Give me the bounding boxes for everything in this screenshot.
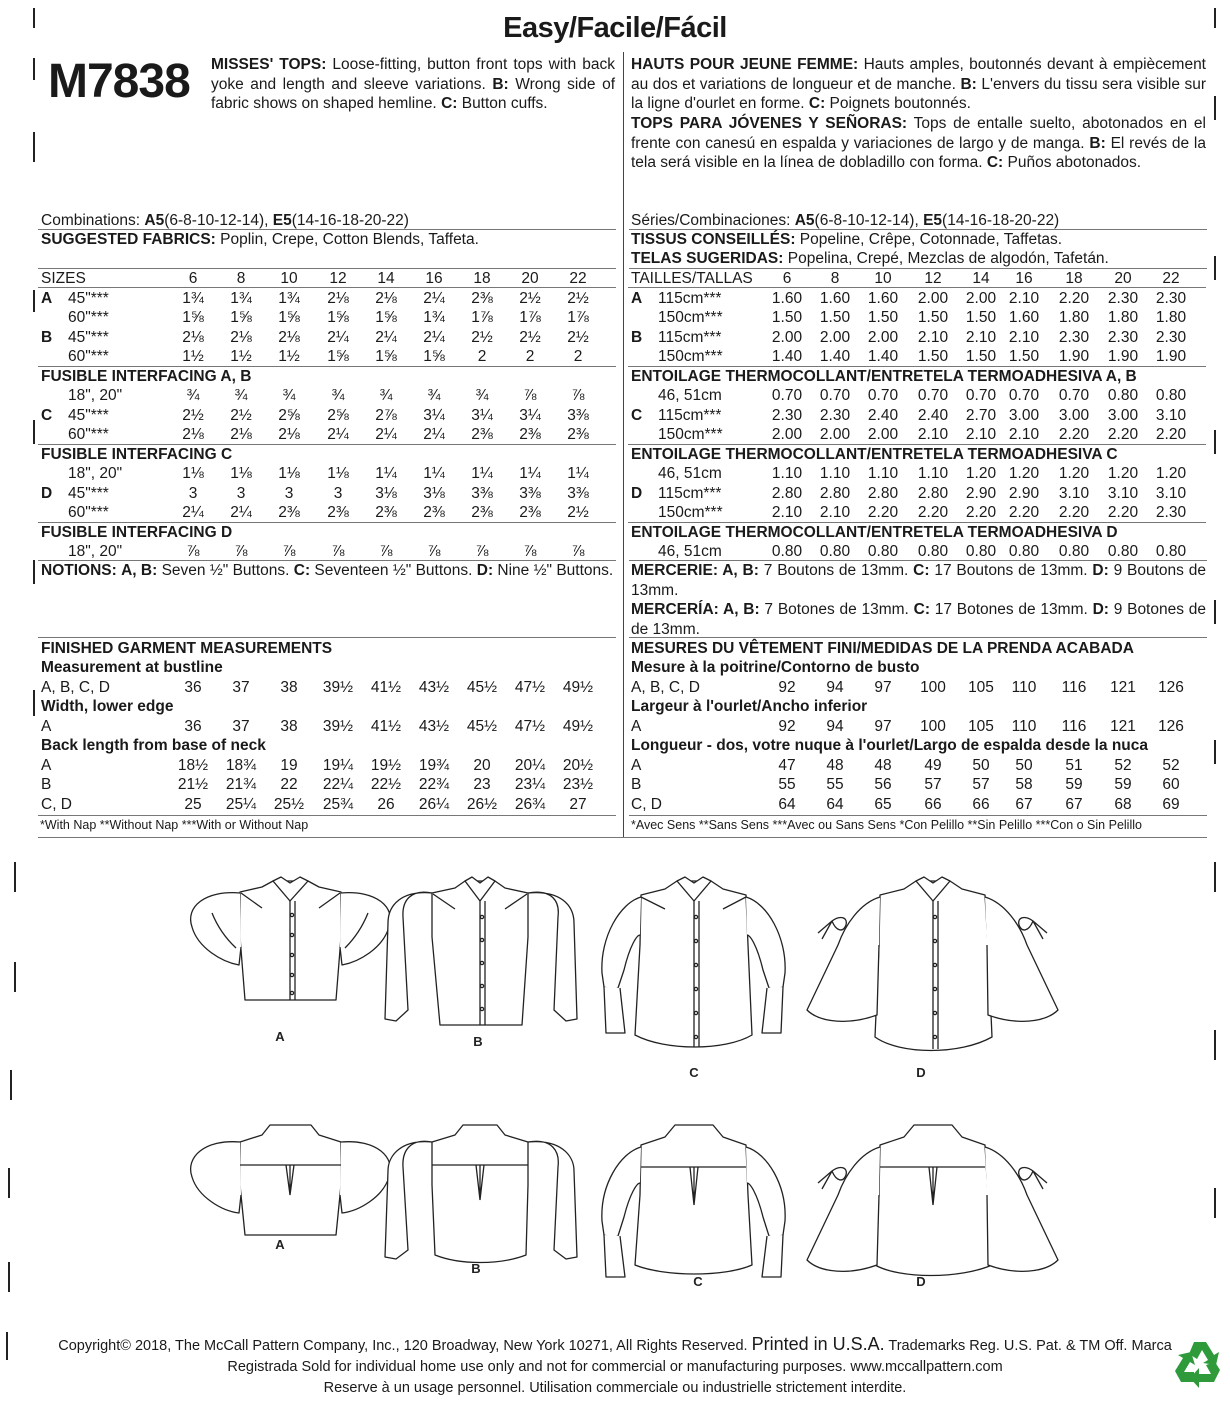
en-yardage-subheading: FUSIBLE INTERFACING A, B [41,367,252,385]
view-a-front-drawing [191,877,391,1000]
en-measure-row: B 21½ 21¾ 22 22¼ 22½ 22¾ 23 23¼ 23½ [41,776,594,793]
en-yardage-sizes-row: SIZES 6 8 10 12 14 16 18 20 22 [41,270,587,287]
view-label: B [471,1261,481,1276]
en-yardage-row: 60"*** 1⅝ 1⅝ 1⅝ 1⅝ 1⅝ 1¾ 1⅞ 1⅞ 1⅞ [68,309,589,326]
es-telas: TELAS SUGERIDAS: Popelina, Crepé, Mezclas de algodón, Tafetán. [631,250,1109,267]
fr-yardage-row: 150cm*** 1.50 1.50 1.50 1.50 1.50 1.60 1.80 1.80 1.80 [658,309,1187,326]
fr-yardage-row: 46, 51cm 1.10 1.10 1.10 1.10 1.20 1.20 1.20 1.20 1.20 [658,465,1187,482]
fr-measure-subheading: Mesure à la poitrine/Contorno de busto [631,659,920,676]
fr-yardage-row: D 115cm*** 2.80 2.80 2.80 2.80 2.90 2.90 3.10 3.10 3.10 [631,484,1187,502]
fr-yardage-row: 150cm*** 2.00 2.00 2.00 2.10 2.10 2.10 2.20 2.20 2.20 [658,426,1187,443]
fr-yardage-row: 46, 51cm 0.70 0.70 0.70 0.70 0.70 0.70 0.70 0.80 0.80 [658,387,1187,404]
garment-illustrations [0,845,1230,1300]
en-measure-row: A 18½ 18¾ 19 19¼ 19½ 19¾ 20 20¼ 20½ [41,756,594,774]
recycle-icon [1172,1338,1228,1390]
en-combinations: Combinations: A5(6-8-10-12-14), E5(14-16-18-20-22) [41,212,409,229]
en-yardage-row: D 45"*** 3 3 3 3 3⅛ 3⅛ 3⅜ 3⅜ 3⅜ [41,484,589,502]
fr-measure-row: B 55 55 56 57 57 58 59 59 60 [631,776,1180,793]
view-label: A [275,1029,285,1044]
en-yardage-row: 60"*** 1½ 1½ 1½ 1⅝ 1⅝ 1⅝ 2 2 2 [68,348,583,365]
fr-yardage-row: 150cm*** 2.10 2.10 2.20 2.20 2.20 2.20 2.20 2.20 2.30 [658,504,1187,521]
copyright-line-3: Reserve à un usage personnel. Utilisation commerciale ou industrielle strictement interdite. [323,1380,907,1396]
en-yardage-row: C 45"*** 2½ 2½ 2⅝ 2⅝ 2⅞ 3¼ 3¼ 3¼ 3⅜ [41,406,589,424]
en-yardage-row: A 45"*** 1¾ 1¾ 1¾ 2⅛ 2⅛ 2¼ 2⅜ 2½ 2½ [41,289,589,307]
copyright-line-2: Registrada Sold for individual home use only and not for commercial or manufacturing purposes. www.mccallpattern.com [227,1359,1003,1375]
view-d-back-drawing [807,1125,1058,1276]
english-description: MISSES' TOPS: Loose-fitting, button front tops with back yoke and length and sleeve variations. B: Wrong side of fabric shows on shaped hemline. C: Button cuffs. [211,56,616,112]
copyright-line-1: Copyright© 2018, The McCall Pattern Company, Inc., 120 Broadway, New York 10271, All Rights Reserved. Printed in U.S.A. Trademarks Reg. U.S. Pat. & TM Off. Marca [58,1334,1172,1354]
en-measure-subheading: Measurement at bustline [41,659,223,676]
fr-yardage-subheading: ENTOILAGE THERMOCOLLANT/ENTRETELA TERMOADHESIVA D [631,523,1118,541]
en-yardage-row: 60"*** 2¼ 2¼ 2⅜ 2⅜ 2⅜ 2⅜ 2⅜ 2⅜ 2½ [68,504,589,521]
en-notions: NOTIONS: A, B: Seven ½" Buttons. C: Seventeen ½" Buttons. D: Nine ½" Buttons. [41,562,614,579]
view-label: C [689,1065,699,1080]
view-label: D [916,1065,926,1080]
fr-tissus: TISSUS CONSEILLÉS: Popeline, Crêpe, Cotonnade, Taffetas. [631,231,1063,248]
en-measure-row: A 36 37 38 39½ 41½ 43½ 45½ 47½ 49½ [41,717,594,735]
view-label: B [473,1034,483,1049]
french-description: HAUTS POUR JEUNE FEMME: Hauts amples, boutonnés devant à empiècement au dos et variations de longueur et de manche. B: L'envers du tissu sera visible sur la ligne d'ourlet en forme. C: Poignets boutonnés. [631,56,1207,112]
fr-yardage-subheading: ENTOILAGE THERMOCOLLANT/ENTRETELA TERMOADHESIVA A, B [631,367,1137,385]
view-label: C [693,1274,703,1289]
fr-yardage-row: C 115cm*** 2.30 2.30 2.40 2.40 2.70 3.00 3.00 3.00 3.10 [631,406,1187,424]
en-fabrics: SUGGESTED FABRICS: Poplin, Crepe, Cotton Blends, Taffeta. [41,231,479,248]
fr-measure-row: A, B, C, D 92 94 97 100 105 110 116 121 126 [631,678,1184,696]
page-title: Easy/Facile/Fácil [503,12,727,44]
en-measure-row: A, B, C, D 36 37 38 39½ 41½ 43½ 45½ 47½ 49½ [41,678,594,696]
view-b-front-drawing [385,877,577,1025]
fr-yardage-row: 46, 51cm 0.80 0.80 0.80 0.80 0.80 0.80 0.80 0.80 0.80 [658,543,1187,560]
fr-yardage-sizes-row: TAILLES/TALLAS 6 8 10 12 14 16 18 20 22 [631,270,1180,287]
en-footnote: *With Nap **Without Nap ***With or Without Nap [40,818,309,832]
fr-footnote: *Avec Sens **Sans Sens ***Avec ou Sans Sens *Con Pelillo **Sin Pelillo ***Con o Sin Pelillo [631,818,1142,832]
view-a-back-drawing [191,1125,391,1235]
en-measure-subheading: Back length from base of neck [41,737,266,754]
fr-yardage-row: A 115cm*** 1.60 1.60 1.60 2.00 2.00 2.10 2.20 2.30 2.30 [631,289,1187,307]
fr-measure-row: A 47 48 48 49 50 50 51 52 52 [631,756,1180,774]
fr-series: Séries/Combinaciones: A5(6-8-10-12-14), E5(14-16-18-20-22) [631,212,1060,229]
fr-yardage-subheading: ENTOILAGE THERMOCOLLANT/ENTRETELA TERMOADHESIVA C [631,445,1118,463]
en-measure-subheading: Width, lower edge [41,698,174,715]
fr-finished-heading: MESURES DU VÊTEMENT FINI/MEDIDAS DE LA PRENDA ACABADA [631,640,1134,657]
fr-yardage-row: B 115cm*** 2.00 2.00 2.00 2.10 2.10 2.10 2.30 2.30 2.30 [631,328,1187,346]
view-d-front-drawing [807,877,1058,1051]
en-yardage-row: B 45"*** 2⅛ 2⅛ 2⅛ 2¼ 2¼ 2¼ 2½ 2½ 2½ [41,328,589,346]
view-c-back-drawing [602,1125,785,1277]
en-measure-row: C, D 25 25¼ 25½ 25¾ 26 26¼ 26½ 26¾ 27 [41,795,587,813]
fr-measure-row: C, D 64 64 65 66 66 67 67 68 69 [631,795,1180,813]
fr-mercerie: MERCERIE: A, B: 7 Boutons de 13mm. C: 17 Boutons de 13mm. D: 9 Boutons de 13mm. [631,562,1206,599]
en-yardage-row: 60"*** 2⅛ 2⅛ 2⅛ 2¼ 2¼ 2¼ 2⅜ 2⅜ 2⅜ [68,426,589,443]
fr-yardage-row: 150cm*** 1.40 1.40 1.40 1.50 1.50 1.50 1.90 1.90 1.90 [658,348,1187,365]
fr-measure-row: A 92 94 97 100 105 110 116 121 126 [631,717,1184,735]
en-yardage-subheading: FUSIBLE INTERFACING D [41,523,233,541]
en-yardage-row: 18", 20" 1⅛ 1⅛ 1⅛ 1⅛ 1¼ 1¼ 1¼ 1¼ 1¼ [68,465,589,482]
en-finished-heading: FINISHED GARMENT MEASUREMENTS [41,640,333,657]
view-c-front-drawing [602,877,785,1047]
en-yardage-subheading: FUSIBLE INTERFACING C [41,445,233,463]
es-merceria: MERCERÍA: A, B: 7 Botones de 13mm. C: 17 Botones de 13mm. D: 9 Botones de de 13mm. [631,601,1206,638]
view-label: D [916,1274,926,1289]
fr-measure-subheading: Largeur à l'ourlet/Ancho inferior [631,698,868,715]
fr-measure-subheading: Longueur - dos, votre nuque à l'ourlet/Largo de espalda desde la nuca [631,737,1148,754]
spanish-description: TOPS PARA JÓVENES Y SEÑORAS: Tops de entalle suelto, abotonados en el frente con canesú en espalda y variaciones de largo y de manga. B: El revés de la tela será visible en la línea de dobladillo con forma. C: Puños abotonados. [631,115,1206,171]
view-b-back-drawing [385,1125,577,1263]
pattern-number: M7838 [48,55,190,108]
en-yardage-row: 18", 20" ⅞ ⅞ ⅞ ⅞ ⅞ ⅞ ⅞ ⅞ ⅞ [68,543,585,560]
en-yardage-row: 18", 20" ¾ ¾ ¾ ¾ ¾ ¾ ¾ ⅞ ⅞ [68,387,585,404]
view-label: A [275,1237,285,1252]
